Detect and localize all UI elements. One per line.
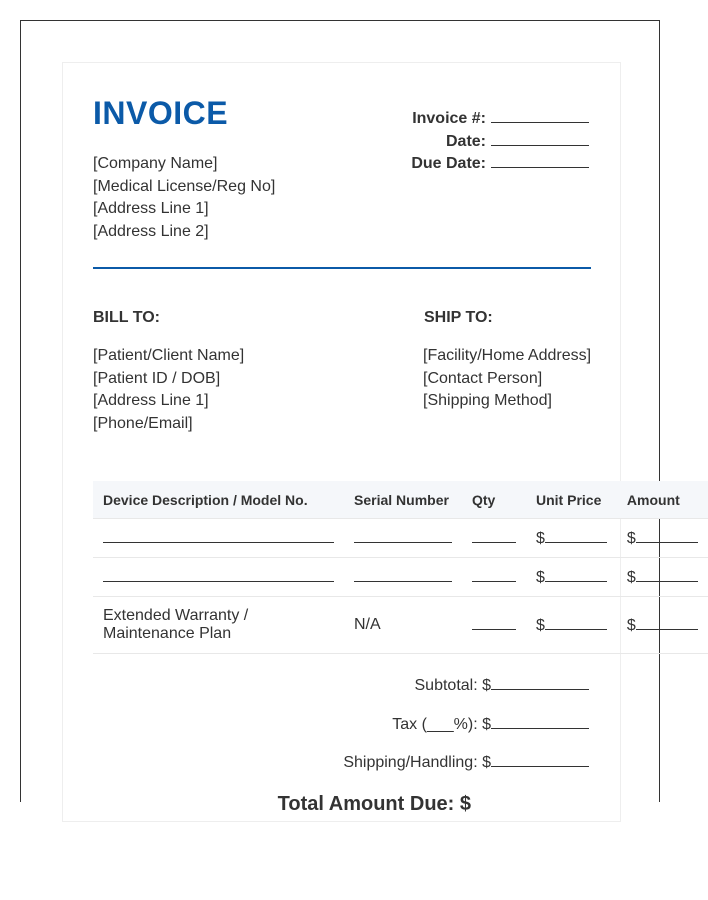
ship-to-label: SHIP TO: [424,309,493,326]
company-info [93,153,275,243]
amount-cell[interactable] [617,597,708,654]
ship-to-line: [Contact Person] [423,369,543,387]
serial-cell[interactable] [344,558,462,597]
unit-price-cell[interactable] [526,597,617,654]
ship-to-line: [Shipping Method] [423,392,552,409]
qty-cell[interactable] [462,519,526,558]
due-date-row [339,153,589,176]
unit-price-cell[interactable] [526,558,617,597]
shipping-field[interactable] [491,752,589,767]
amount-cell[interactable] [617,558,708,597]
date-field[interactable] [491,131,589,146]
serial-cell[interactable] [344,519,462,558]
shipping-row [343,752,589,772]
qty-cell[interactable] [462,558,526,597]
shipping-label: Shipping/Handling: $ [343,754,491,771]
currency-symbol: $ [536,617,545,634]
header-divider [93,267,591,269]
header-amount: Amount [617,481,708,519]
invoice-number-field[interactable] [491,108,589,123]
ship-to-line: [Facility/Home Address] [423,347,592,364]
bill-to-line: [Address Line 1] [93,392,209,409]
warranty-description-line1: Extended Warranty / [103,607,249,624]
table-row [93,558,708,597]
description-cell[interactable] [93,558,344,597]
currency-symbol: $ [626,569,636,586]
table-row [93,519,708,558]
due-date-label: Due Date: [411,155,486,172]
invoice-meta [339,108,589,176]
subtotal-label: Subtotal: $ [414,677,491,694]
bill-to-label: BILL TO: [93,309,160,326]
header-serial: Serial Number [344,481,462,519]
warranty-description-line2: Maintenance Plan [103,625,232,642]
currency-symbol: $ [536,530,545,547]
amount-cell[interactable] [617,519,708,558]
header-description: Device Description / Model No. [93,481,344,519]
table-header-row [93,481,708,519]
date-label: Date: [445,132,486,150]
page-frame [20,20,680,815]
bill-to-line: [Phone/Email] [93,414,193,432]
description-cell[interactable] [93,519,344,558]
currency-symbol: $ [626,617,636,634]
due-date-field[interactable] [491,153,589,168]
unit-price-cell[interactable] [526,519,617,558]
ship-to-address [423,345,591,413]
currency-symbol: $ [626,530,636,547]
bill-to-line: [Patient/Client Name] [93,347,245,364]
tax-field[interactable] [491,714,589,729]
company-address-2: [Address Line 2] [93,222,209,240]
currency-symbol: $ [536,569,545,586]
company-address-1: [Address Line 1] [93,200,209,217]
invoice-number-row [339,108,589,131]
description-cell[interactable] [93,597,344,654]
line-items-table [93,481,708,654]
invoice-title: INVOICE [93,95,229,131]
bill-to-line: [Patient ID / DOB] [93,369,221,387]
header-qty: Qty [462,481,526,519]
bill-to-address [93,345,244,435]
date-row [339,131,589,154]
invoice-number-label: Invoice #: [412,110,486,127]
total-due-label: Total Amount Due: $ [277,793,471,815]
subtotal-row [415,675,590,695]
serial-cell[interactable]: N/A [344,597,462,654]
subtotal-field[interactable] [491,675,589,690]
tax-row [392,714,589,734]
company-name: [Company Name] [93,155,218,172]
company-license: [Medical License/Reg No] [93,177,276,195]
tax-label: Tax (___%): $ [392,716,491,733]
header-unit-price: Unit Price [526,481,617,519]
qty-cell[interactable] [462,597,526,654]
table-row [93,597,708,654]
